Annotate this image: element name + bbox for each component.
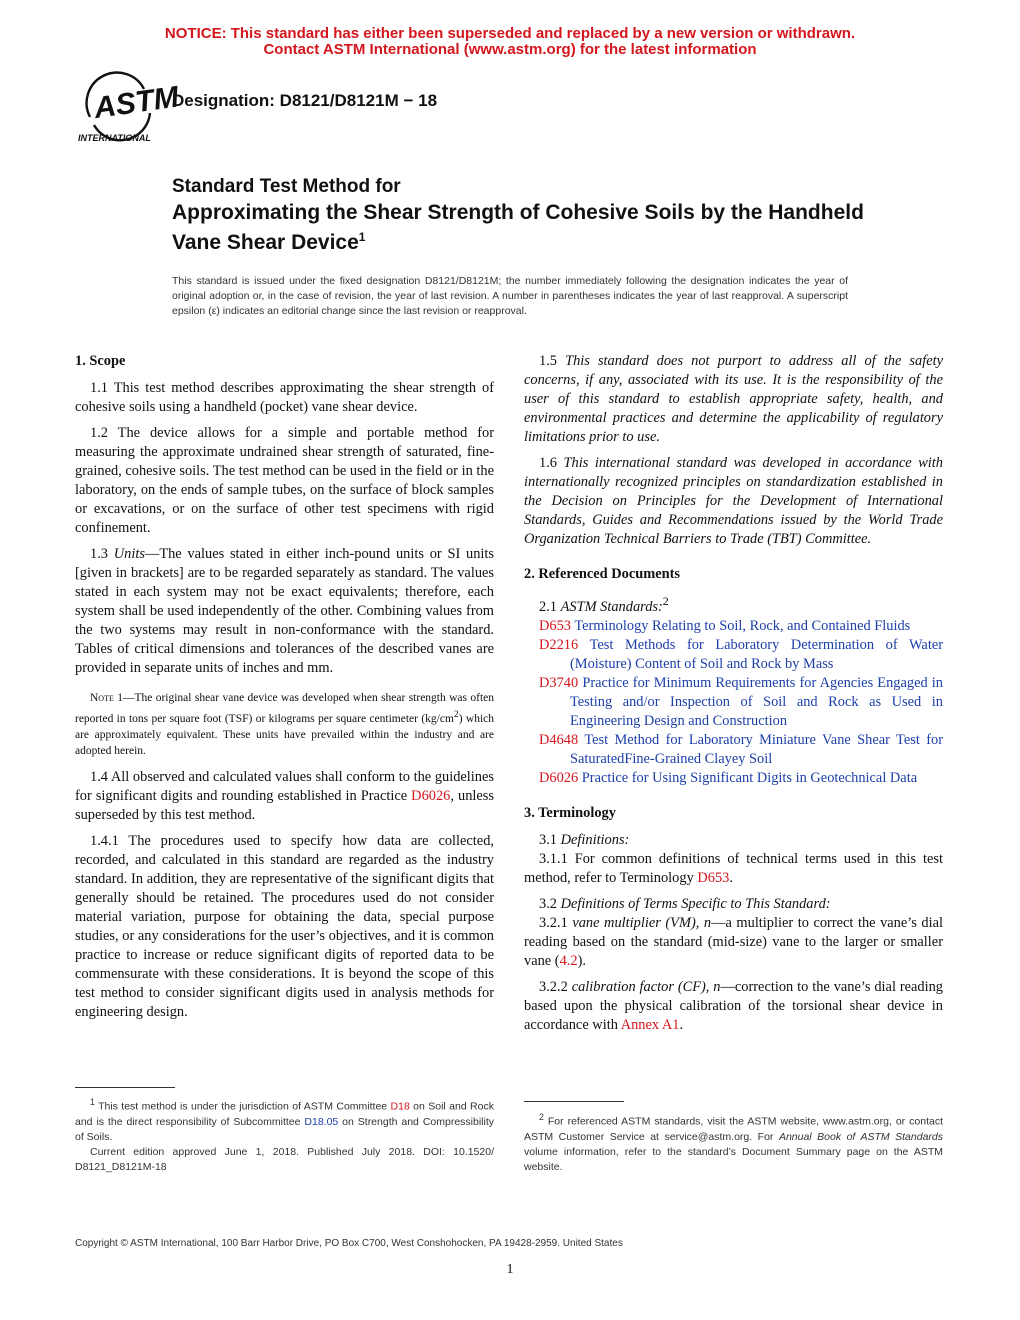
title-footnote-mark: 1 [358, 230, 366, 244]
designation: Designation: D8121/D8121M − 18 [172, 91, 438, 110]
paragraph-text: 3.1.1 For common definitions of technical terms used in this test method, refer to Terminology [524, 850, 943, 886]
footnote-2 [524, 1110, 943, 1175]
footnote-text: volume information, refer to the standard’s Document Summary page on the ASTM website. [524, 1145, 943, 1173]
reference-title[interactable]: Practice for Minimum Requirements for Agencies Engaged in Testing and/or Inspection of Soil and Rock as Used in Engineering Design and Construction [570, 674, 943, 729]
document-title [172, 200, 872, 255]
paragraph-1-5 [524, 352, 943, 447]
logo-letters: ASTM [91, 80, 181, 126]
footnote-text: For referenced ASTM standards, visit the ASTM website, www.astm.org, or contact ASTM Customer Service at service@astm.org. For [524, 1115, 943, 1143]
right-column [524, 352, 943, 1042]
paragraph-text: ). [577, 952, 586, 969]
logo-word: INTERNATIONAL [78, 133, 151, 143]
paragraph-number: 2.1 [539, 598, 561, 615]
paragraph-text: This standard does not purport to address all of the safety concerns, if any, associated with its use. It is the responsibility of the user of this standard to establish appropriate safety, health, and environmental practices and determine the applicability of regulatory limitations prior to use. [524, 353, 943, 445]
notice-line-2: Contact ASTM International (www.astm.org) for the latest information [263, 41, 757, 58]
astm-logo [72, 75, 181, 145]
copyright-line: Copyright © ASTM International, 100 Barr Harbor Drive, PO Box C700, West Conshohocken, PA 19428-2959. United States [75, 1238, 623, 1249]
footnote-1 [75, 1095, 494, 1175]
link-section-4-2[interactable]: 4.2 [559, 952, 578, 969]
footnote-divider-right [524, 1101, 624, 1102]
paragraph-number: 3.2 [539, 895, 561, 912]
paragraph-1-6 [524, 454, 943, 549]
footnote-italic: Annual Book of ASTM Standards [778, 1130, 943, 1143]
footnote-divider-left [75, 1087, 175, 1088]
note-text-b: ) which are approximately equivalent. These units have prevailed within the industry and are adopted herein. [75, 712, 495, 758]
section-heading-terminology: 3. Terminology [524, 804, 616, 821]
footnote-mark: 2 [539, 1112, 544, 1122]
reference-code[interactable]: D4648 [539, 731, 579, 748]
units-text: —The values stated in either inch-pound units or SI units [given in brackets] are to be regarded separately as standard. The values stated in each system may not be exact equivalents; therefore, each system shall be used independently of the other. Combining values from the two systems may result in non-conformance with the standard. Tables of critical dimensions and tolerances of the described vanes are provided in separate units of inches and mm. [75, 546, 494, 676]
note-label: Note [90, 692, 114, 704]
link-d653[interactable]: D653 [697, 869, 730, 886]
paragraph-text: 1.4 All observed and calculated values shall conform to the guidelines for significant digits and rounding established in Practice [75, 768, 494, 804]
paragraph-1-1: 1.1 This test method describes approximating the shear strength of cohesive soils using a handheld (pocket) vane shear device. [75, 380, 494, 415]
footnote-text: on Strength and Compressibility of Soils. [75, 1115, 495, 1143]
paragraph-1-4 [75, 768, 494, 825]
paragraph-text: —a multiplier to correct the vane’s dial reading based on the standard (mid-size) vane to the larger or smaller vane ( [524, 914, 943, 969]
paragraph-number: 3.1 [539, 831, 561, 848]
astm-logo-icon [72, 75, 181, 145]
paragraph-3-2-1 [524, 914, 943, 971]
reference-title[interactable]: Test Methods for Laboratory Determination of Water (Moisture) Content of Soil and Rock by Mass [570, 636, 943, 672]
section-heading-scope: 1. Scope [75, 353, 126, 369]
reference-title[interactable]: Terminology Relating to Soil, Rock, and Contained Fluids [574, 617, 911, 634]
note-superscript: 2 [453, 708, 459, 720]
footnote-text: on Soil and Rock and is the direct responsibility of Subcommittee [75, 1100, 494, 1128]
paragraph-3-1-1 [524, 850, 943, 888]
reference-title[interactable]: Practice for Using Significant Digits in Geotechnical Data [581, 769, 918, 786]
footnote-2-text [524, 1110, 943, 1175]
title-text: Approximating the Shear Strength of Cohesive Soils by the Handheld Vane Shear Device [172, 201, 864, 254]
definitions-specific-label: Definitions of Terms Specific to This Standard: [560, 895, 831, 912]
reference-item[interactable] [539, 617, 943, 636]
reference-item[interactable] [539, 636, 943, 674]
paragraph-number: 3.2.2 [539, 978, 572, 995]
footnote-1-text [75, 1095, 494, 1145]
reference-item[interactable] [539, 769, 943, 788]
left-column [75, 352, 494, 1029]
paragraph-3-1 [524, 831, 943, 850]
reference-title[interactable]: Test Method for Laboratory Miniature Vane Shear Test for SaturatedFine-Grained Clayey Soil [570, 731, 943, 767]
reference-item[interactable] [539, 674, 943, 731]
link-d6026[interactable]: D6026 [411, 787, 451, 804]
paragraph-number: 1.5 [539, 353, 566, 369]
footnote-mark: 1 [90, 1097, 95, 1107]
title-prefix: Standard Test Method for [172, 176, 401, 197]
link-d18-05[interactable]: D18.05 [304, 1115, 339, 1128]
astm-standards-label: ASTM Standards: [560, 598, 663, 615]
paragraph-number: 3.2.1 [539, 914, 573, 931]
defined-term: vane multiplier (VM), n [572, 914, 712, 931]
paragraph-3-2-2 [524, 978, 943, 1035]
reference-code[interactable]: D3740 [539, 674, 579, 691]
issued-statement: This standard is issued under the fixed designation D8121/D8121M; the number immediately following the designation indicates the year of original adoption or, in the case of revision, the year of last revision. A number in parentheses indicates the year of last reapproval. A superscript epsilon (ε) indicates an editorial change since the last revision or reapproval. [172, 275, 848, 317]
defined-term: calibration factor (CF), n [571, 978, 721, 995]
reference-code[interactable]: D2216 [539, 636, 579, 653]
link-annex-a1[interactable]: Annex A1 [620, 1016, 680, 1033]
page-number: 1 [506, 1262, 514, 1277]
paragraph-3-2 [524, 895, 943, 914]
note-text-a: 1—The original shear vane device was developed when shear strength was often reported in tons per square foot (TSF) or kilograms per square centimeter (kg/cm [75, 692, 494, 725]
paragraph-text: . [679, 1016, 684, 1033]
link-d18[interactable]: D18 [390, 1100, 410, 1113]
paragraph-number: 1.6 [539, 455, 564, 471]
notice-line-1: NOTICE: This standard has either been superseded and replaced by a new version or withdrawn. [164, 25, 856, 42]
section-heading-referenced-documents: 2. Referenced Documents [524, 566, 680, 582]
footnote-mark: 2 [662, 594, 669, 608]
reference-list [524, 617, 943, 788]
footnote-text: This test method is under the jurisdiction of ASTM Committee [94, 1100, 391, 1113]
paragraph-text: , unless superseded by this test method. [75, 787, 494, 823]
paragraph-1-4-1: 1.4.1 The procedures used to specify how data are collected, recorded, and calculated in this standard are regarded as the industry standard. In addition, they are representative of the significant digits that generally should be retained. The procedures used do not consider material variation, purpose for obtaining the data, special purpose studies, or any considerations for the user’s objectives, and it is common practice to increase or reduce significant digits of reported data to be commensurate with these considerations. It is beyond the scope of this test method to consider significant digits used in analysis methods for engineering design. [75, 832, 494, 1020]
definitions-label: Definitions: [560, 831, 630, 848]
reference-item[interactable] [539, 731, 943, 769]
footnote-1-edition: Current edition approved June 1, 2018. Published July 2018. DOI: 10.1520/ D8121_D8121M-18 [75, 1145, 494, 1173]
note-1 [75, 690, 494, 760]
reference-code[interactable]: D6026 [539, 769, 579, 786]
withdrawal-notice [0, 26, 1020, 58]
paragraph-text: This international standard was developed in accordance with internationally recognized principles on standardization established in the Decision on Principles for the Development of International Standards, Guides and Recommendations issued by the World Trade Organization Technical Barriers to Trade (TBT) Committee. [524, 455, 943, 547]
paragraph-1-2: 1.2 The device allows for a simple and portable method for measuring the approximate undrained shear strength of saturated, fine-grained, cohesive soils. The test method can be used in the field or in the laboratory, on the ends of sample tubes, on the surface of block samples or excavations, or on the surface of other test specimens with rigid confinement. [75, 425, 494, 536]
paragraph-number: 1.3 [90, 546, 114, 562]
units-label: Units [113, 546, 145, 562]
paragraph-text: . [729, 869, 733, 886]
paragraph-2-1 [524, 592, 943, 617]
paragraph-text: —correction to the vane’s dial reading based upon the physical calibration of the torsional shear device in accordance with [524, 978, 943, 1033]
paragraph-1-3 [75, 545, 494, 678]
reference-code[interactable]: D653 [539, 617, 571, 634]
